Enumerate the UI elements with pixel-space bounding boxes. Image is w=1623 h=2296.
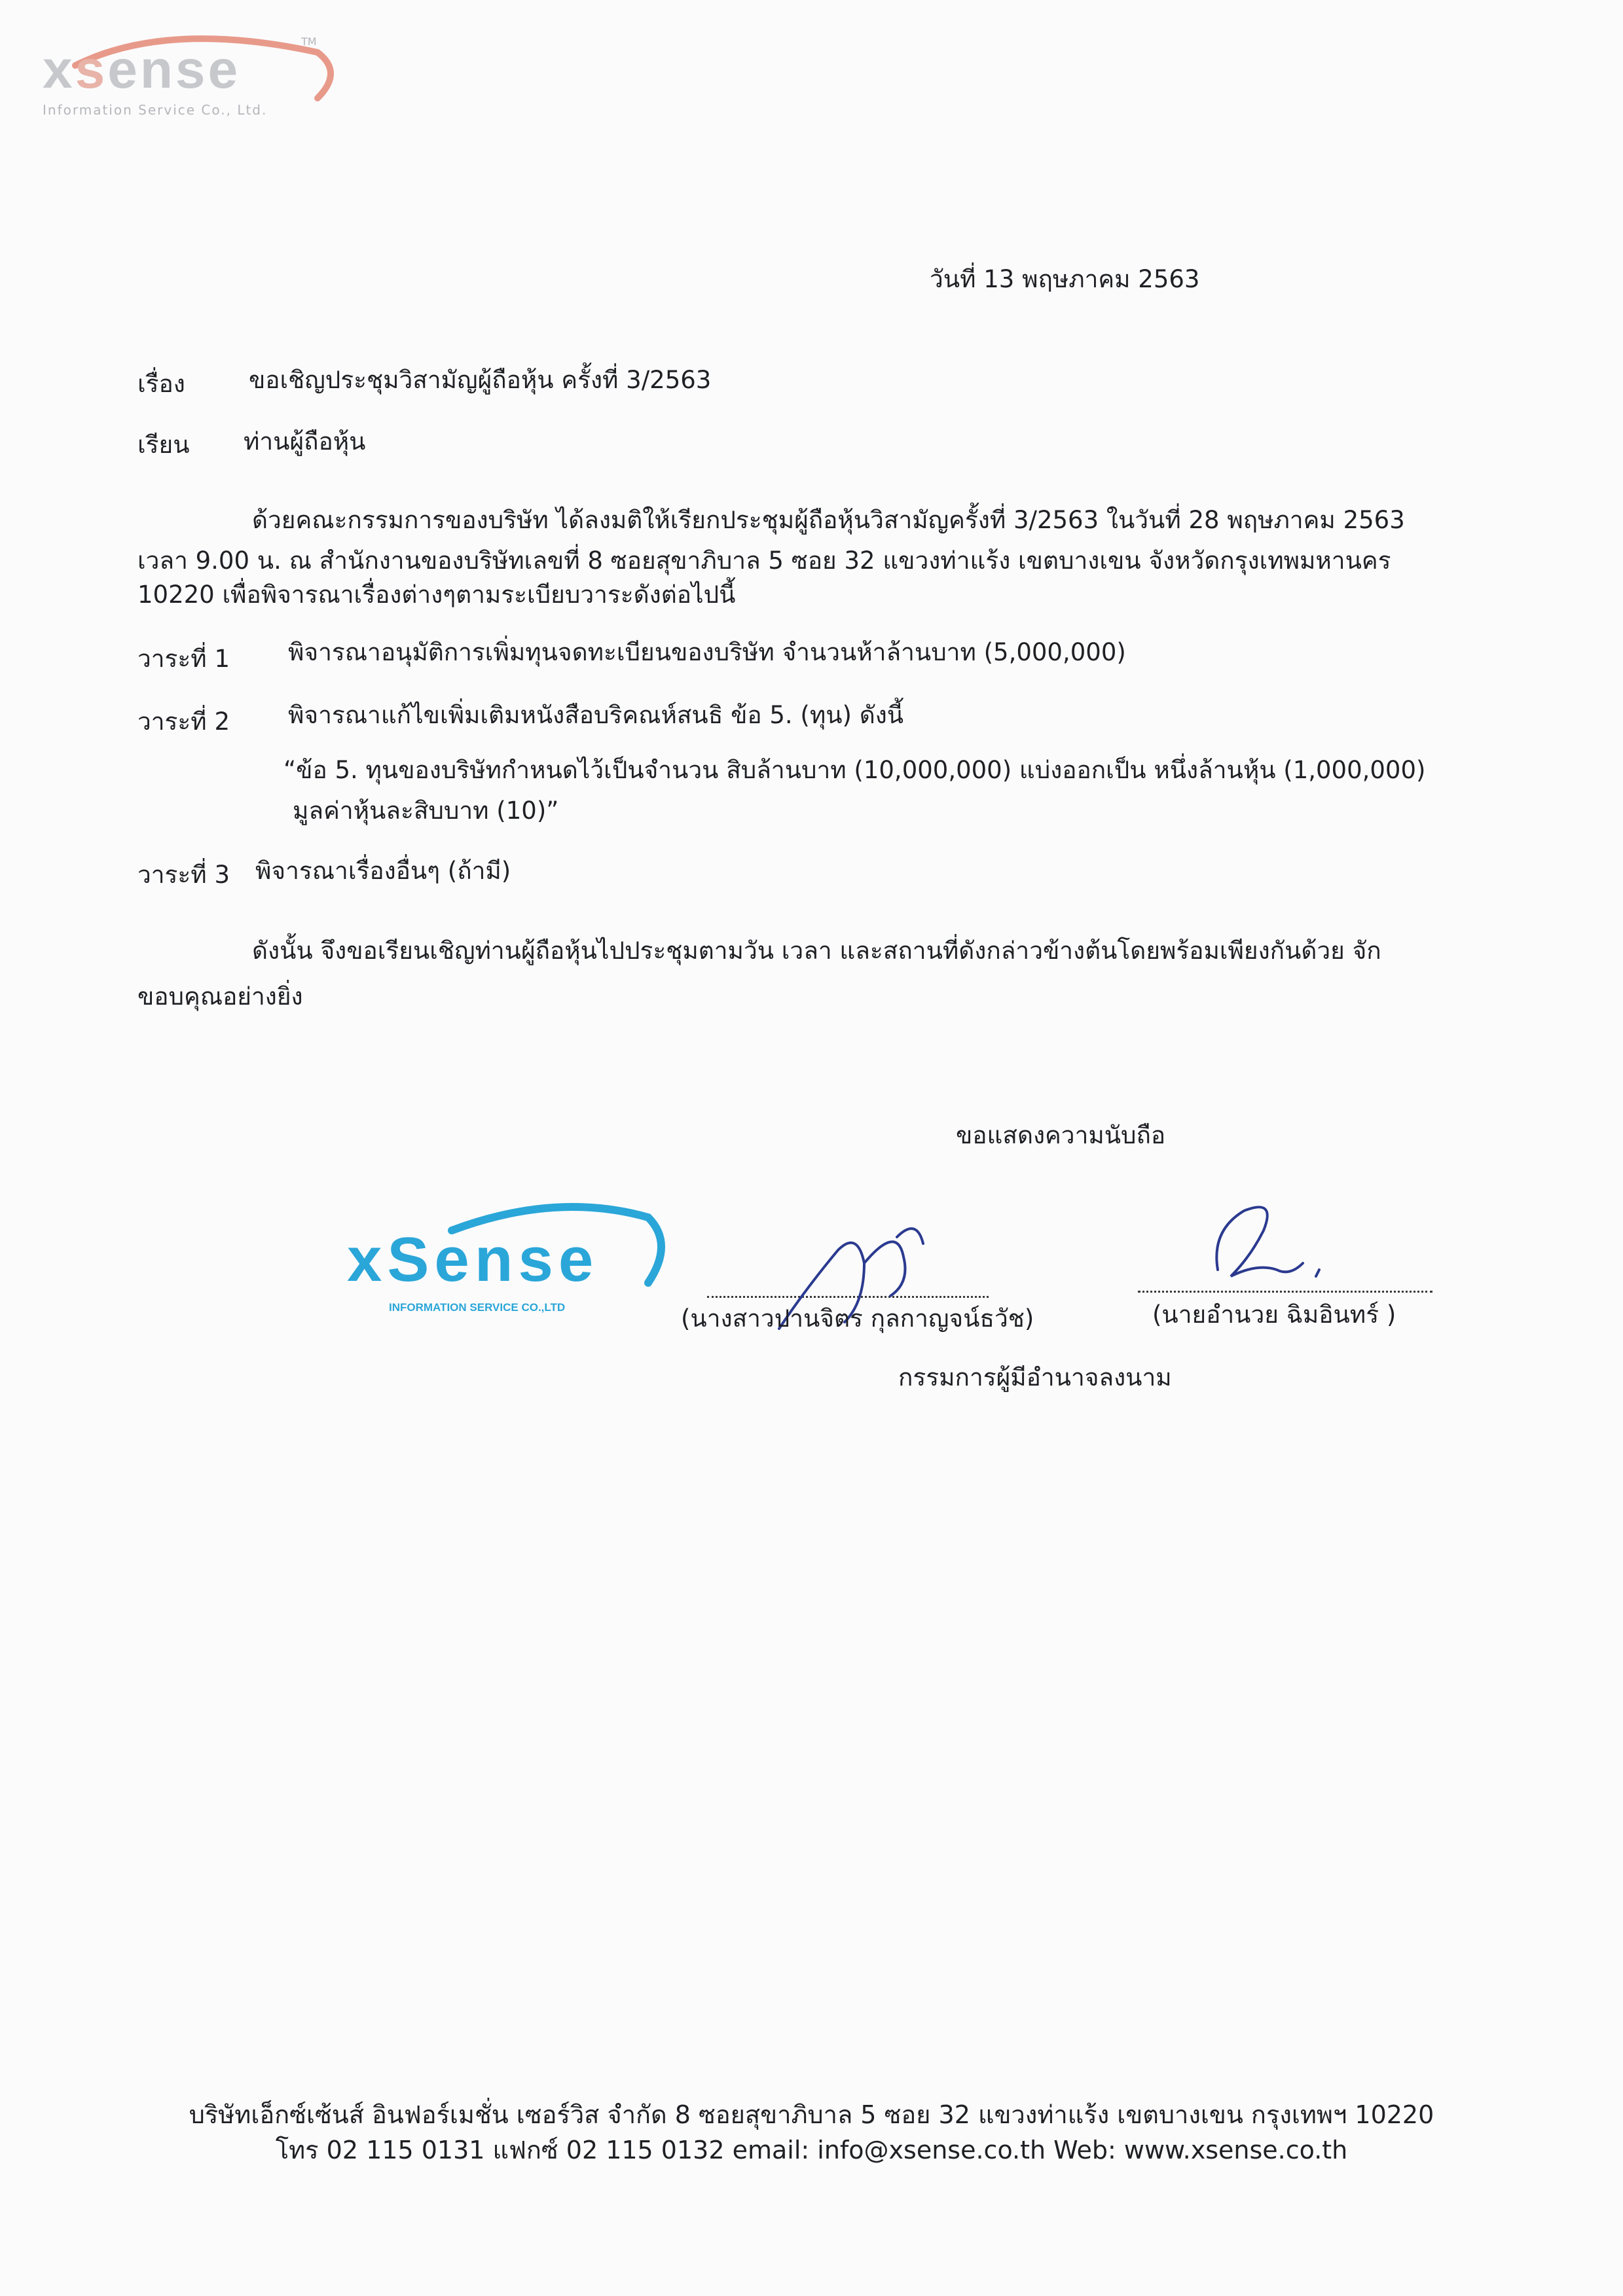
paragraph-1-line-2: เวลา 9.00 น. ณ สำนักงานของบริษัทเลขที่ 8 ซอยสุขาภิบาล 5 ซอย 32 แขวงท่าแร้ง เขตบางเขน จังหวัดกรุงเทพมหานคร (137, 547, 1391, 575)
signers-title: กรรมการผู้มีอำนาจลงนาม (898, 1363, 1172, 1391)
agenda-2-text: พิจารณาแก้ไขเพิ่มเติมหนังสือบริคณห์สนธิ ข้อ 5. (ทุน) ดังนี้ (288, 701, 904, 729)
agenda-3-label: วาระที่ 3 (137, 861, 230, 889)
signer-1-name: (นางสาวปานจิตร กุลกาญจน์ธวัช) (681, 1304, 1034, 1333)
paragraph-1-line-1: ด้วยคณะกรรมการของบริษัท ได้ลงมติให้เรียกประชุมผู้ถือหุ้นวิสามัญครั้งที่ 3/2563 ในวันที่ 28 พฤษภาคม 2563 (252, 506, 1405, 534)
agenda-1-label: วาระที่ 1 (137, 645, 230, 673)
logo-word: xsense (43, 40, 241, 99)
quote-line-1: “ข้อ 5. ทุนของบริษัทกำหนดไว้เป็นจำนวน สิบล้านบาท (10,000,000) แบ่งออกเป็น หนึ่งล้านหุ้น (1,000,000) (283, 756, 1426, 784)
company-stamp (340, 1191, 681, 1322)
footer-address: บริษัทเอ็กซ์เซ้นส์ อินฟอร์เมชั่น เซอร์วิส จำกัด 8 ซอยสุขาภิบาล 5 ซอย 32 แขวงท่าแร้ง เขตบางเขน กรุงเทพฯ 10220 (189, 2100, 1434, 2129)
to-label: เรียน (137, 431, 190, 459)
agenda-2-label: วาระที่ 2 (137, 708, 230, 736)
signature-2-scribble-icon (1205, 1191, 1336, 1302)
closing-line-2: ขอบคุณอย่างยิ่ง (137, 982, 303, 1011)
paragraph-1-line-3: 10220 เพื่อพิจารณาเรื่องต่างๆตามระเบียบวาระดังต่อไปนี้ (137, 581, 736, 609)
closing-line-1: ดังนั้น จึงขอเรียนเชิญท่านผู้ถือหุ้นไปประชุมตามวัน เวลา และสถานที่ดังกล่าวข้างต้นโดยพร้อมเพียงกันด้วย จัก (252, 937, 1381, 965)
letter-date: วันที่ 13 พฤษภาคม 2563 (930, 265, 1200, 293)
company-logo (36, 26, 344, 131)
subject-text: ขอเชิญประชุมวิสามัญผู้ถือหุ้น ครั้งที่ 3/2563 (249, 366, 712, 394)
regards-text: ขอแสดงความนับถือ (956, 1121, 1166, 1149)
to-text: ท่านผู้ถือหุ้น (244, 427, 366, 456)
stamp-subtitle: INFORMATION SERVICE CO.,LTD (389, 1301, 566, 1314)
agenda-3-text: พิจารณาเรื่องอื่นๆ (ถ้ามี) (255, 857, 511, 885)
stamp-word: xSense (347, 1225, 599, 1295)
signer-2-name: (นายอำนวย ฉิมอินทร์ ) (1152, 1300, 1396, 1329)
logo-subtitle: Information Service Co., Ltd. (43, 102, 268, 118)
footer-contact: โทร 02 115 0131 แฟกซ์ 02 115 0132 email: info@xsense.co.th Web: www.xsense.co.th (275, 2136, 1348, 2164)
agenda-1-text: พิจารณาอนุมัติการเพิ่มทุนจดทะเบียนของบริษัท จำนวนห้าล้านบาท (5,000,000) (288, 638, 1126, 666)
logo-trademark: TM (301, 35, 317, 48)
subject-label: เรื่อง (137, 370, 185, 398)
quote-line-2: มูลค่าหุ้นละสิบบาท (10)” (293, 797, 559, 825)
